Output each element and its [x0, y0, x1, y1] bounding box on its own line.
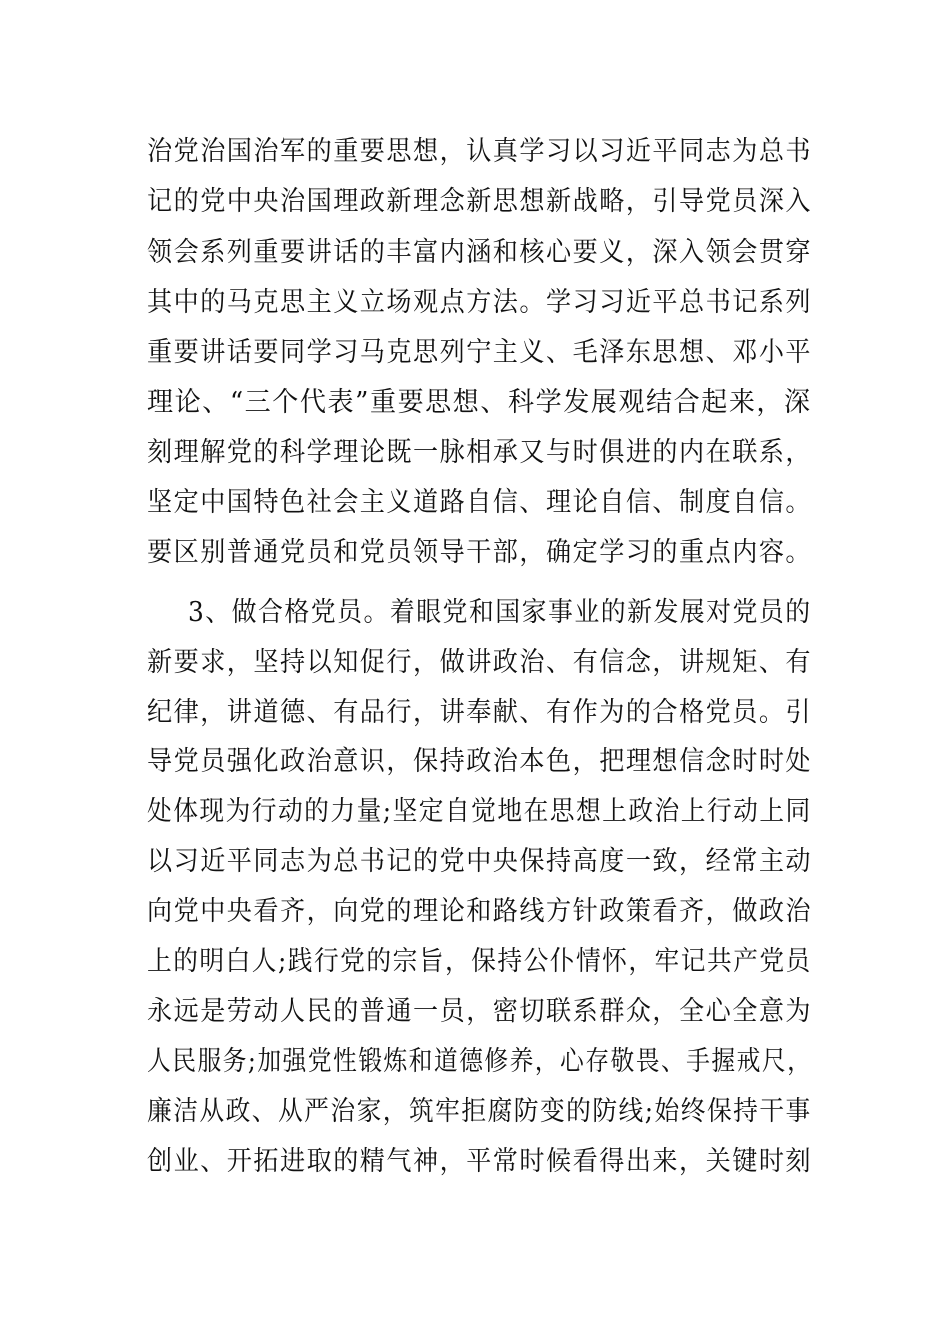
text-line: 纪律，讲道德、有品行，讲奉献、有作为的合格党员。引 [147, 697, 813, 728]
text-line: 向党中央看齐，向党的理论和路线方针政策看齐，做政治 [147, 896, 813, 927]
text-line: 刻理解党的科学理论既一脉相承又与时俱进的内在联系， [147, 437, 813, 468]
text-line: 廉洁从政、从严治家，筑牢拒腐防变的防线;始终保持干事 [147, 1096, 812, 1127]
text-line: 以习近平同志为总书记的党中央保持高度一致，经常主动 [147, 846, 813, 877]
text-line: 领会系列重要讲话的丰富内涵和核心要义，深入领会贯穿 [147, 237, 813, 268]
text-line: 要区别普通党员和党员领导干部，确定学习的重点内容。 [147, 537, 813, 568]
text-line: 创业、开拓进取的精气神，平常时候看得出来，关键时刻 [147, 1146, 813, 1177]
text-line: 重要讲话要同学习马克思列宁主义、毛泽东思想、邓小平 [147, 337, 813, 368]
text-line: 3、做合格党员。着眼党和国家事业的新发展对党员的 [188, 597, 812, 628]
text-line: 处体现为行动的力量;坚定自觉地在思想上政治上行动上同 [147, 796, 812, 827]
text-line: 坚定中国特色社会主义道路自信、理论自信、制度自信。 [147, 487, 813, 518]
text-line: 其中的马克思主义立场观点方法。学习习近平总书记系列 [147, 287, 813, 318]
text-line: 记的党中央治国理政新理念新思想新战略，引导党员深入 [147, 186, 813, 217]
text-line: 理论、“三个代表”重要思想、科学发展观结合起来，深 [147, 387, 812, 418]
text-line: 人民服务;加强党性锻炼和道德修养，心存敬畏、手握戒尺， [147, 1046, 813, 1077]
text-line: 治党治国治军的重要思想，认真学习以习近平同志为总书 [147, 136, 813, 167]
text-line: 上的明白人;践行党的宗旨，保持公仆情怀，牢记共产党员 [147, 946, 812, 977]
text-line: 永远是劳动人民的普通一员，密切联系群众，全心全意为 [147, 996, 813, 1027]
text-line: 新要求，坚持以知促行，做讲政治、有信念，讲规矩、有 [147, 647, 813, 678]
text-line: 导党员强化政治意识，保持政治本色，把理想信念时时处 [147, 746, 813, 777]
